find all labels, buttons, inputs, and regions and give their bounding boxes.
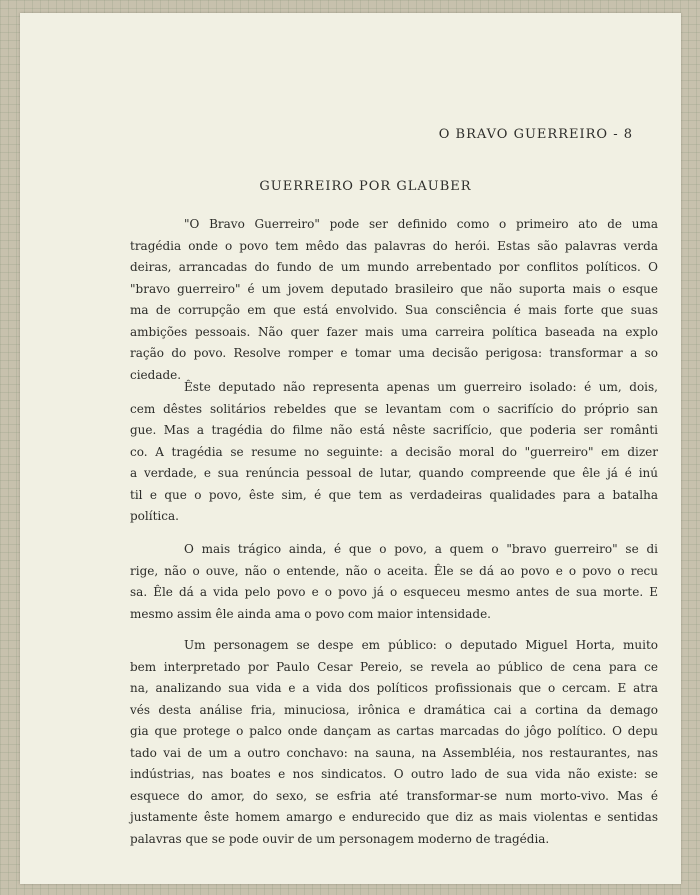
- text-line: "O Bravo Guerreiro" pode ser definido como o primeiro ato de uma: [184, 217, 658, 231]
- text-line: bem interpretado por Paulo Cesar Pereio, se revela ao público de cena para ce: [130, 659, 658, 674]
- text-line: O mais trágico ainda, é que o povo, a quem o "bravo guerreiro" se di: [184, 542, 658, 556]
- text-line: rige, não o ouve, não o entende, não o aceita. Êle se dá ao povo e o povo o recu: [130, 563, 658, 578]
- text-line: "bravo guerreiro" é um jovem deputado brasileiro que não suporta mais o esque: [130, 281, 658, 296]
- document-title: GUERREIRO POR GLAUBER: [259, 179, 472, 194]
- text-line: justamente êste homem amargo e endurecido que diz as mais violentas e sentidas: [130, 810, 658, 824]
- text-line: ma de corrupção em que está envolvido. Sua consciência é mais forte que suas: [130, 303, 658, 317]
- text-line: a verdade, e sua renúncia pessoal de lutar, quando compreende que êle já é inú: [130, 466, 658, 480]
- document-page: [20, 13, 681, 884]
- text-line: deiras, arrancadas do fundo de um mundo arrebentado por conflitos políticos. O: [130, 260, 658, 274]
- page-header: O BRAVO GUERREIRO - 8: [438, 127, 633, 142]
- text-line: Um personagem se despe em público: o deputado Miguel Horta, muito: [184, 638, 658, 652]
- paragraph-3: [130, 539, 658, 625]
- text-line: co. A tragédia se resume no seguinte: a decisão moral do "guerreiro" em dizer: [130, 444, 658, 459]
- text-line: esquece do amor, do sexo, se esfria até transformar-se num morto-vivo. Mas é: [130, 788, 658, 803]
- text-line: Êste deputado não representa apenas um guerreiro isolado: é um, dois,: [184, 380, 658, 394]
- text-line: tado vai de um a outro conchavo: na sauna, na Assembléia, nos restaurantes, nas: [130, 745, 658, 760]
- text-line: tragédia onde o povo tem mêdo das palavras do herói. Estas são palavras verda: [130, 238, 658, 253]
- text-line: indústrias, nas boates e nos sindicatos. O outro lado de sua vida não existe: se: [130, 767, 658, 781]
- text-line: gia que protege o palco onde dançam as cartas marcadas do jôgo político. O depu: [130, 724, 658, 738]
- paragraph-4: [130, 635, 658, 850]
- text-line: til e que o povo, êste sim, é que tem as verdadeiras qualidades para a batalha: [130, 487, 658, 502]
- text-line: ambições pessoais. Não quer fazer mais uma carreira política baseada na explo: [130, 324, 658, 339]
- text-line: ração do povo. Resolve romper e tomar uma decisão perigosa: transformar a so: [130, 346, 658, 360]
- text-line: na, analizando sua vida e a vida dos políticos profissionais que o cercam. E atra: [130, 681, 658, 695]
- text-line: gue. Mas a tragédia do filme não está nêste sacrifício, que poderia ser românti: [130, 423, 658, 437]
- text-line: ciedade.: [130, 367, 182, 382]
- text-line: palavras que se pode ouvir de um personagem moderno de tragédia.: [130, 831, 550, 846]
- text-line: vés desta análise fria, minuciosa, irônica e dramática cai a cortina da demago: [130, 702, 658, 717]
- paragraph-1: [130, 214, 658, 386]
- text-line: sa. Êle dá a vida pelo povo e o povo já o esqueceu mesmo antes de sua morte. E: [130, 585, 658, 599]
- text-line: mesmo assim êle ainda ama o povo com maior intensidade.: [130, 606, 491, 621]
- text-line: política.: [130, 509, 179, 523]
- text-line: cem dêstes solitários rebeldes que se levantam com o sacrifício do próprio san: [130, 401, 658, 416]
- paragraph-2: [130, 377, 658, 528]
